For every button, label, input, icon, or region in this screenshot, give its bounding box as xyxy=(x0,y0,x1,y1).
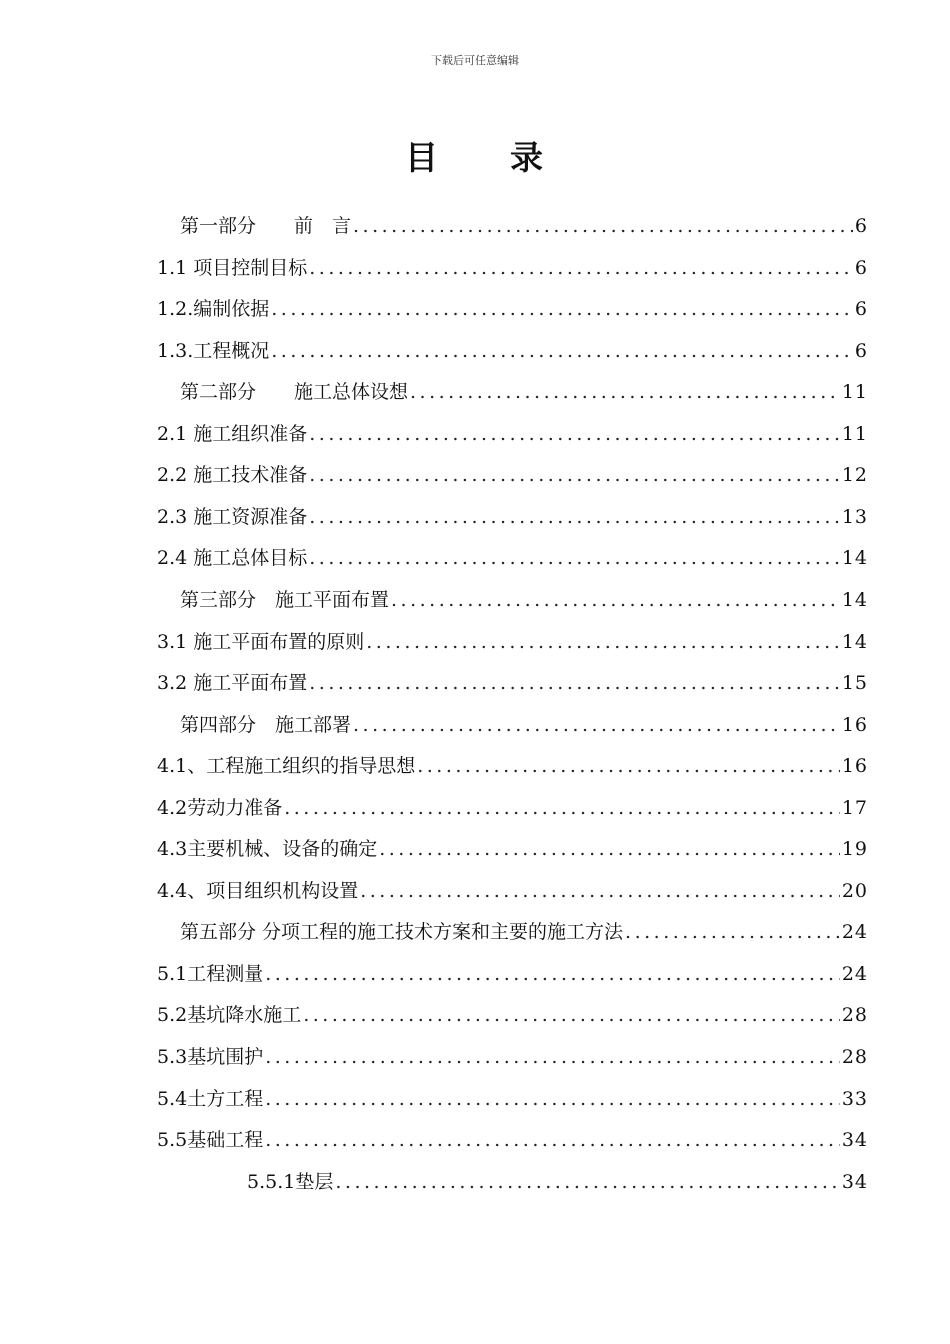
toc-entry-label: 2.3 施工资源准备 xyxy=(157,505,308,528)
toc-entry[interactable] xyxy=(180,917,868,947)
toc-page-number: 33 xyxy=(841,1087,868,1110)
toc-entry[interactable] xyxy=(157,876,868,906)
dot-leader xyxy=(309,419,840,449)
toc-page-number: 6 xyxy=(854,298,868,321)
dot-leader xyxy=(265,959,840,989)
toc-page-number: 28 xyxy=(841,1046,868,1068)
header-note: 下载后可任意编辑 xyxy=(431,54,519,67)
dot-leader xyxy=(410,377,840,407)
toc-page-number: 6 xyxy=(854,339,868,362)
toc-entry-label: 3.1 施工平面布置的原则 xyxy=(157,630,365,653)
toc-entry-label: 5.2基坑降水施工 xyxy=(157,1004,302,1027)
toc-entry-label: 5.5基础工程 xyxy=(157,1129,264,1152)
toc-entry[interactable] xyxy=(157,959,868,989)
toc-page-number: 24 xyxy=(841,962,868,985)
dot-leader xyxy=(379,834,840,864)
dot-leader xyxy=(271,336,853,366)
toc-entry-label: 2.1 施工组织准备 xyxy=(157,422,308,445)
toc-entry[interactable] xyxy=(180,710,868,740)
toc-page-number: 14 xyxy=(841,547,868,570)
dot-leader xyxy=(265,1084,840,1114)
toc-entry-label: 5.1工程测量 xyxy=(157,962,264,985)
toc-page-number: 28 xyxy=(841,1004,868,1027)
dot-leader xyxy=(391,585,840,615)
toc-entry[interactable] xyxy=(157,668,868,698)
toc-page-number: 34 xyxy=(841,1170,868,1193)
toc-title: 目 录 xyxy=(405,138,545,177)
toc-page-number: 15 xyxy=(841,672,868,695)
toc-entry-label: 5.5.1垫层 xyxy=(247,1170,334,1193)
dot-leader xyxy=(335,1167,839,1197)
toc-page-number: 11 xyxy=(841,422,868,445)
toc-page-number: 34 xyxy=(841,1129,868,1152)
toc-entry-label: 4.2劳动力准备 xyxy=(157,796,283,819)
toc-entry[interactable] xyxy=(157,793,868,823)
toc-entry[interactable] xyxy=(157,253,868,283)
dot-leader xyxy=(284,793,840,823)
dot-leader xyxy=(366,627,840,657)
toc-page-number: 6 xyxy=(854,215,868,237)
toc-page-number: 14 xyxy=(841,630,868,653)
dot-leader xyxy=(353,710,840,740)
toc-entry-label: 5.3基坑围护 xyxy=(157,1046,264,1068)
toc-entry[interactable] xyxy=(157,834,868,864)
toc-page-number: 16 xyxy=(841,713,868,736)
toc-entry[interactable] xyxy=(157,502,868,532)
toc-entry[interactable] xyxy=(157,1042,868,1072)
toc-entry[interactable] xyxy=(157,543,868,573)
toc-entry-label: 第五部分 分项工程的施工技术方案和主要的施工方法 xyxy=(180,921,624,944)
toc-entry-label: 3.2 施工平面布置 xyxy=(157,672,308,695)
toc-page-number: 16 xyxy=(841,755,868,778)
dot-leader xyxy=(309,460,840,490)
dot-leader xyxy=(309,543,840,573)
toc-entry-label: 第四部分 施工部署 xyxy=(180,713,352,736)
dot-leader xyxy=(303,1000,840,1030)
toc-entry-label: 第一部分 前 言 xyxy=(180,215,352,237)
dot-leader xyxy=(309,668,840,698)
toc-entry[interactable] xyxy=(180,377,868,407)
dot-leader xyxy=(625,917,840,947)
dot-leader xyxy=(265,1125,840,1155)
toc-entry-label: 第二部分 施工总体设想 xyxy=(180,381,409,404)
dot-leader xyxy=(360,876,840,906)
toc-entry-label: 4.4、项目组织机构设置 xyxy=(157,879,359,902)
toc-entry[interactable] xyxy=(157,627,868,657)
toc-page-number: 24 xyxy=(841,921,868,944)
toc-entry[interactable] xyxy=(157,1000,868,1030)
toc-entry-label: 4.1、工程施工组织的指导思想 xyxy=(157,755,416,778)
toc-entry-label: 2.2 施工技术准备 xyxy=(157,464,308,487)
toc-entry[interactable] xyxy=(180,585,868,615)
toc-page-number: 19 xyxy=(841,838,868,861)
dot-leader xyxy=(271,294,853,324)
toc-entry[interactable] xyxy=(157,460,868,490)
toc-page-number: 14 xyxy=(841,588,868,611)
toc-entry-label: 1.1 项目控制目标 xyxy=(157,256,308,279)
toc-entry[interactable] xyxy=(157,419,868,449)
toc-entry-label: 第三部分 施工平面布置 xyxy=(180,588,390,611)
dot-leader xyxy=(417,751,840,781)
dot-leader xyxy=(309,502,840,532)
toc-entry[interactable] xyxy=(180,211,868,241)
toc-page-number: 6 xyxy=(854,256,868,279)
toc-entry[interactable] xyxy=(157,751,868,781)
toc-entry[interactable] xyxy=(157,1125,868,1155)
toc-entry-label: 1.3.工程概况 xyxy=(157,339,270,362)
dot-leader xyxy=(353,211,853,241)
toc-entry-label: 1.2.编制依据 xyxy=(157,298,270,321)
dot-leader xyxy=(265,1042,840,1072)
toc-entry-label: 2.4 施工总体目标 xyxy=(157,547,308,570)
toc-entry[interactable] xyxy=(247,1167,868,1197)
toc-page-number: 13 xyxy=(841,505,868,528)
toc-entry[interactable] xyxy=(157,294,868,324)
toc-entry[interactable] xyxy=(157,336,868,366)
toc-entry[interactable] xyxy=(157,1084,868,1114)
toc-page-number: 12 xyxy=(841,464,868,487)
toc-page-number: 20 xyxy=(841,879,868,902)
toc-page-number: 11 xyxy=(841,381,868,404)
toc-entry-label: 4.3主要机械、设备的确定 xyxy=(157,838,378,861)
dot-leader xyxy=(309,253,853,283)
toc-page-number: 17 xyxy=(841,796,868,819)
toc-entry-label: 5.4土方工程 xyxy=(157,1087,264,1110)
